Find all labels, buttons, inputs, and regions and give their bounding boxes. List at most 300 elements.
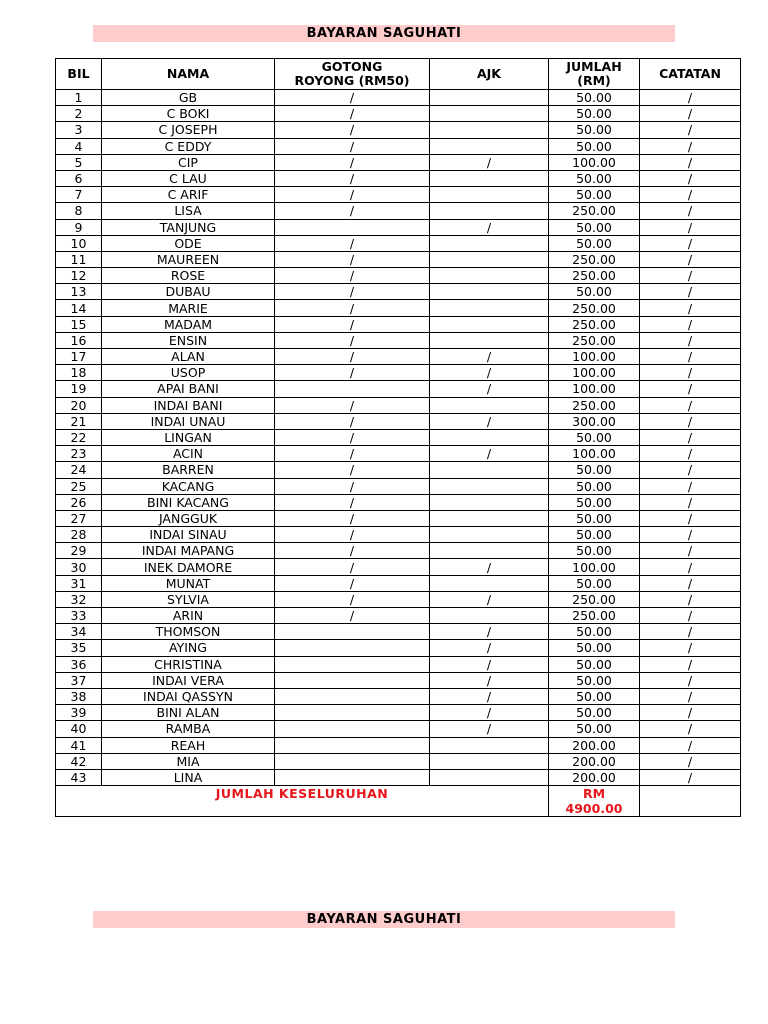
table-row: [56, 769, 741, 785]
table-row: [56, 462, 741, 478]
cell-catatan: /: [640, 203, 741, 219]
cell-ajk: [430, 170, 549, 186]
cell-catatan: /: [640, 429, 741, 445]
cell-nama: TANJUNG: [102, 219, 275, 235]
table-row: [56, 365, 741, 381]
column-header-catatan: CATATAN: [640, 59, 741, 90]
table-row: [56, 413, 741, 429]
cell-ajk: [430, 332, 549, 348]
cell-gotong: /: [275, 316, 430, 332]
table-row: [56, 106, 741, 122]
cell-ajk: [430, 494, 549, 510]
cell-catatan: /: [640, 608, 741, 624]
cell-bil: 7: [56, 187, 102, 203]
cell-nama: GB: [102, 90, 275, 106]
cell-nama: C LAU: [102, 170, 275, 186]
cell-jumlah: 50.00: [549, 672, 640, 688]
cell-nama: MADAM: [102, 316, 275, 332]
cell-gotong: /: [275, 397, 430, 413]
cell-jumlah: 250.00: [549, 300, 640, 316]
cell-gotong: /: [275, 138, 430, 154]
cell-catatan: /: [640, 527, 741, 543]
cell-nama: MAUREEN: [102, 251, 275, 267]
cell-ajk: [430, 106, 549, 122]
table-row: [56, 170, 741, 186]
cell-ajk: [430, 429, 549, 445]
total-amount: 4900.00: [565, 801, 623, 817]
table-row: [56, 494, 741, 510]
cell-gotong: /: [275, 413, 430, 429]
cell-nama: AYING: [102, 640, 275, 656]
table-row: [56, 591, 741, 607]
cell-nama: ARIN: [102, 608, 275, 624]
cell-gotong: [275, 381, 430, 397]
cell-bil: 21: [56, 413, 102, 429]
cell-gotong: /: [275, 575, 430, 591]
cell-bil: 25: [56, 478, 102, 494]
cell-jumlah: 200.00: [549, 769, 640, 785]
cell-ajk: [430, 268, 549, 284]
cell-ajk: [430, 90, 549, 106]
cell-nama: CHRISTINA: [102, 656, 275, 672]
cell-bil: 1: [56, 90, 102, 106]
cell-nama: ENSIN: [102, 332, 275, 348]
cell-jumlah: 50.00: [549, 478, 640, 494]
cell-gotong: /: [275, 332, 430, 348]
cell-nama: INDAI VERA: [102, 672, 275, 688]
cell-jumlah: 100.00: [549, 559, 640, 575]
cell-bil: 39: [56, 705, 102, 721]
cell-jumlah: 300.00: [549, 413, 640, 429]
cell-ajk: /: [430, 154, 549, 170]
cell-bil: 8: [56, 203, 102, 219]
column-header-jumlah-line2: (RM): [577, 73, 611, 88]
cell-nama: C ARIF: [102, 187, 275, 203]
cell-bil: 32: [56, 591, 102, 607]
column-header-jumlah-line1: JUMLAH: [566, 59, 622, 74]
cell-gotong: /: [275, 90, 430, 106]
cell-gotong: [275, 672, 430, 688]
table-row: [56, 543, 741, 559]
cell-bil: 20: [56, 397, 102, 413]
cell-jumlah: 250.00: [549, 203, 640, 219]
cell-ajk: [430, 753, 549, 769]
cell-gotong: /: [275, 203, 430, 219]
cell-bil: 24: [56, 462, 102, 478]
cell-bil: 41: [56, 737, 102, 753]
cell-ajk: [430, 235, 549, 251]
cell-ajk: [430, 510, 549, 526]
cell-jumlah: 50.00: [549, 429, 640, 445]
cell-gotong: /: [275, 170, 430, 186]
cell-gotong: [275, 624, 430, 640]
cell-gotong: /: [275, 235, 430, 251]
cell-nama: ODE: [102, 235, 275, 251]
cell-catatan: /: [640, 284, 741, 300]
cell-catatan: /: [640, 268, 741, 284]
cell-nama: THOMSON: [102, 624, 275, 640]
cell-jumlah: 50.00: [549, 656, 640, 672]
cell-gotong: /: [275, 251, 430, 267]
table-row: [56, 721, 741, 737]
cell-nama: JANGGUK: [102, 510, 275, 526]
total-catatan-cell: [640, 786, 741, 817]
cell-bil: 13: [56, 284, 102, 300]
table-row: [56, 284, 741, 300]
cell-nama: INDAI BANI: [102, 397, 275, 413]
table-row: [56, 251, 741, 267]
cell-bil: 15: [56, 316, 102, 332]
cell-catatan: /: [640, 251, 741, 267]
cell-bil: 34: [56, 624, 102, 640]
table-row: [56, 316, 741, 332]
cell-bil: 33: [56, 608, 102, 624]
total-label: JUMLAH KESELURUHAN: [56, 786, 549, 817]
cell-catatan: /: [640, 640, 741, 656]
cell-catatan: /: [640, 413, 741, 429]
cell-nama: C BOKI: [102, 106, 275, 122]
table-row: [56, 656, 741, 672]
cell-gotong: /: [275, 462, 430, 478]
cell-catatan: /: [640, 559, 741, 575]
cell-gotong: [275, 640, 430, 656]
cell-ajk: [430, 397, 549, 413]
table-row: [56, 575, 741, 591]
cell-ajk: /: [430, 349, 549, 365]
page-title: BAYARAN SAGUHATI: [93, 25, 675, 42]
cell-jumlah: 250.00: [549, 608, 640, 624]
cell-catatan: /: [640, 672, 741, 688]
cell-catatan: /: [640, 737, 741, 753]
cell-jumlah: 50.00: [549, 494, 640, 510]
cell-bil: 11: [56, 251, 102, 267]
cell-nama: USOP: [102, 365, 275, 381]
cell-catatan: /: [640, 381, 741, 397]
table-row: [56, 672, 741, 688]
cell-catatan: /: [640, 656, 741, 672]
table-row: [56, 737, 741, 753]
cell-ajk: /: [430, 640, 549, 656]
cell-bil: 23: [56, 446, 102, 462]
cell-ajk: [430, 251, 549, 267]
cell-bil: 10: [56, 235, 102, 251]
table-body: [56, 90, 741, 786]
cell-gotong: /: [275, 300, 430, 316]
cell-jumlah: 50.00: [549, 106, 640, 122]
total-amount-cell: [549, 786, 640, 817]
cell-bil: 38: [56, 688, 102, 704]
table-row: [56, 559, 741, 575]
cell-jumlah: 50.00: [549, 543, 640, 559]
cell-catatan: /: [640, 494, 741, 510]
cell-gotong: /: [275, 154, 430, 170]
cell-gotong: /: [275, 527, 430, 543]
table-row: [56, 122, 741, 138]
cell-bil: 5: [56, 154, 102, 170]
table-row: [56, 705, 741, 721]
cell-ajk: [430, 478, 549, 494]
cell-ajk: /: [430, 672, 549, 688]
cell-ajk: [430, 187, 549, 203]
cell-catatan: /: [640, 462, 741, 478]
cell-nama: INDAI QASSYN: [102, 688, 275, 704]
cell-nama: REAH: [102, 737, 275, 753]
cell-gotong: /: [275, 494, 430, 510]
cell-jumlah: 50.00: [549, 510, 640, 526]
cell-ajk: [430, 300, 549, 316]
cell-nama: MUNAT: [102, 575, 275, 591]
table-row: [56, 268, 741, 284]
cell-bil: 9: [56, 219, 102, 235]
cell-ajk: [430, 316, 549, 332]
cell-ajk: /: [430, 705, 549, 721]
cell-gotong: /: [275, 446, 430, 462]
cell-bil: 27: [56, 510, 102, 526]
table-row: [56, 397, 741, 413]
column-header-nama: NAMA: [102, 59, 275, 90]
cell-gotong: /: [275, 429, 430, 445]
cell-gotong: [275, 737, 430, 753]
payment-table: [55, 58, 741, 817]
table-row: [56, 381, 741, 397]
cell-catatan: /: [640, 219, 741, 235]
cell-ajk: [430, 138, 549, 154]
cell-jumlah: 50.00: [549, 527, 640, 543]
cell-nama: C JOSEPH: [102, 122, 275, 138]
column-header-gotong-line2: ROYONG (RM50): [294, 73, 410, 88]
cell-ajk: /: [430, 688, 549, 704]
cell-jumlah: 50.00: [549, 122, 640, 138]
table-header: [56, 59, 741, 90]
cell-jumlah: 50.00: [549, 284, 640, 300]
cell-jumlah: 50.00: [549, 219, 640, 235]
table-row: [56, 624, 741, 640]
cell-catatan: /: [640, 187, 741, 203]
cell-gotong: /: [275, 559, 430, 575]
cell-nama: RAMBA: [102, 721, 275, 737]
cell-nama: MARIE: [102, 300, 275, 316]
cell-gotong: /: [275, 591, 430, 607]
cell-jumlah: 50.00: [549, 575, 640, 591]
table-row: [56, 138, 741, 154]
cell-gotong: [275, 688, 430, 704]
cell-nama: LINA: [102, 769, 275, 785]
cell-gotong: [275, 721, 430, 737]
cell-gotong: [275, 656, 430, 672]
cell-jumlah: 50.00: [549, 138, 640, 154]
cell-jumlah: 50.00: [549, 90, 640, 106]
table-row: [56, 300, 741, 316]
cell-catatan: /: [640, 688, 741, 704]
cell-catatan: /: [640, 624, 741, 640]
table-row: [56, 219, 741, 235]
cell-gotong: /: [275, 365, 430, 381]
cell-gotong: /: [275, 543, 430, 559]
cell-nama: ROSE: [102, 268, 275, 284]
cell-ajk: /: [430, 381, 549, 397]
cell-catatan: /: [640, 154, 741, 170]
cell-bil: 28: [56, 527, 102, 543]
cell-catatan: /: [640, 235, 741, 251]
cell-catatan: /: [640, 769, 741, 785]
cell-catatan: /: [640, 122, 741, 138]
cell-bil: 2: [56, 106, 102, 122]
cell-nama: BINI ALAN: [102, 705, 275, 721]
cell-gotong: [275, 753, 430, 769]
cell-catatan: /: [640, 591, 741, 607]
column-header-ajk: AJK: [430, 59, 549, 90]
table-row: [56, 349, 741, 365]
cell-jumlah: 50.00: [549, 624, 640, 640]
cell-gotong: /: [275, 187, 430, 203]
cell-catatan: /: [640, 316, 741, 332]
total-currency: RM: [582, 786, 606, 802]
cell-jumlah: 100.00: [549, 446, 640, 462]
cell-ajk: [430, 527, 549, 543]
cell-nama: INDAI MAPANG: [102, 543, 275, 559]
cell-gotong: /: [275, 284, 430, 300]
cell-jumlah: 100.00: [549, 381, 640, 397]
table-row: [56, 688, 741, 704]
table-row: [56, 478, 741, 494]
cell-catatan: /: [640, 300, 741, 316]
cell-bil: 36: [56, 656, 102, 672]
cell-bil: 35: [56, 640, 102, 656]
total-row: [56, 786, 741, 817]
cell-jumlah: 50.00: [549, 235, 640, 251]
cell-catatan: /: [640, 90, 741, 106]
table-row: [56, 90, 741, 106]
cell-nama: INDAI SINAU: [102, 527, 275, 543]
cell-jumlah: 50.00: [549, 705, 640, 721]
cell-bil: 26: [56, 494, 102, 510]
cell-catatan: /: [640, 478, 741, 494]
cell-bil: 16: [56, 332, 102, 348]
cell-nama: LISA: [102, 203, 275, 219]
cell-nama: KACANG: [102, 478, 275, 494]
cell-catatan: /: [640, 446, 741, 462]
cell-ajk: /: [430, 656, 549, 672]
cell-nama: DUBAU: [102, 284, 275, 300]
table-row: [56, 527, 741, 543]
table-row: [56, 429, 741, 445]
cell-ajk: [430, 284, 549, 300]
cell-nama: CIP: [102, 154, 275, 170]
cell-nama: MIA: [102, 753, 275, 769]
cell-jumlah: 200.00: [549, 737, 640, 753]
cell-gotong: /: [275, 478, 430, 494]
cell-catatan: /: [640, 349, 741, 365]
cell-catatan: /: [640, 753, 741, 769]
cell-bil: 17: [56, 349, 102, 365]
cell-bil: 40: [56, 721, 102, 737]
cell-bil: 3: [56, 122, 102, 138]
cell-ajk: [430, 575, 549, 591]
table-row: [56, 753, 741, 769]
column-header-jumlah: [549, 59, 640, 90]
page-title-repeat: BAYARAN SAGUHATI: [93, 911, 675, 928]
table-row: [56, 187, 741, 203]
cell-ajk: /: [430, 721, 549, 737]
cell-ajk: /: [430, 446, 549, 462]
cell-nama: LINGAN: [102, 429, 275, 445]
cell-jumlah: 50.00: [549, 187, 640, 203]
table-footer: [56, 786, 741, 817]
cell-catatan: /: [640, 575, 741, 591]
cell-bil: 18: [56, 365, 102, 381]
cell-gotong: /: [275, 608, 430, 624]
cell-ajk: [430, 462, 549, 478]
cell-ajk: [430, 122, 549, 138]
cell-jumlah: 250.00: [549, 268, 640, 284]
cell-bil: 4: [56, 138, 102, 154]
cell-jumlah: 100.00: [549, 365, 640, 381]
column-header-gotong-line1: GOTONG: [321, 59, 383, 74]
cell-gotong: /: [275, 106, 430, 122]
cell-jumlah: 250.00: [549, 397, 640, 413]
cell-ajk: [430, 203, 549, 219]
cell-jumlah: 200.00: [549, 753, 640, 769]
cell-jumlah: 100.00: [549, 349, 640, 365]
cell-bil: 43: [56, 769, 102, 785]
cell-bil: 30: [56, 559, 102, 575]
cell-bil: 22: [56, 429, 102, 445]
cell-jumlah: 250.00: [549, 251, 640, 267]
cell-ajk: [430, 608, 549, 624]
cell-bil: 6: [56, 170, 102, 186]
cell-ajk: /: [430, 219, 549, 235]
cell-catatan: /: [640, 170, 741, 186]
cell-catatan: /: [640, 138, 741, 154]
cell-ajk: /: [430, 365, 549, 381]
cell-ajk: /: [430, 624, 549, 640]
cell-gotong: /: [275, 349, 430, 365]
cell-bil: 37: [56, 672, 102, 688]
cell-nama: INEK DAMORE: [102, 559, 275, 575]
table-row: [56, 332, 741, 348]
cell-catatan: /: [640, 365, 741, 381]
cell-jumlah: 250.00: [549, 332, 640, 348]
table-row: [56, 640, 741, 656]
cell-gotong: /: [275, 510, 430, 526]
cell-ajk: /: [430, 591, 549, 607]
cell-catatan: /: [640, 543, 741, 559]
cell-nama: ALAN: [102, 349, 275, 365]
table-row: [56, 154, 741, 170]
table-row: [56, 608, 741, 624]
cell-ajk: /: [430, 413, 549, 429]
cell-nama: BINI KACANG: [102, 494, 275, 510]
cell-catatan: /: [640, 510, 741, 526]
cell-jumlah: 250.00: [549, 591, 640, 607]
table-row: [56, 510, 741, 526]
cell-nama: BARREN: [102, 462, 275, 478]
cell-gotong: /: [275, 268, 430, 284]
table-row: [56, 446, 741, 462]
cell-bil: 31: [56, 575, 102, 591]
table-row: [56, 235, 741, 251]
column-header-gotong-royong: [275, 59, 430, 90]
cell-catatan: /: [640, 106, 741, 122]
cell-gotong: [275, 769, 430, 785]
cell-nama: INDAI UNAU: [102, 413, 275, 429]
cell-bil: 12: [56, 268, 102, 284]
cell-catatan: /: [640, 705, 741, 721]
cell-bil: 19: [56, 381, 102, 397]
cell-ajk: [430, 769, 549, 785]
cell-catatan: /: [640, 397, 741, 413]
cell-gotong: [275, 219, 430, 235]
